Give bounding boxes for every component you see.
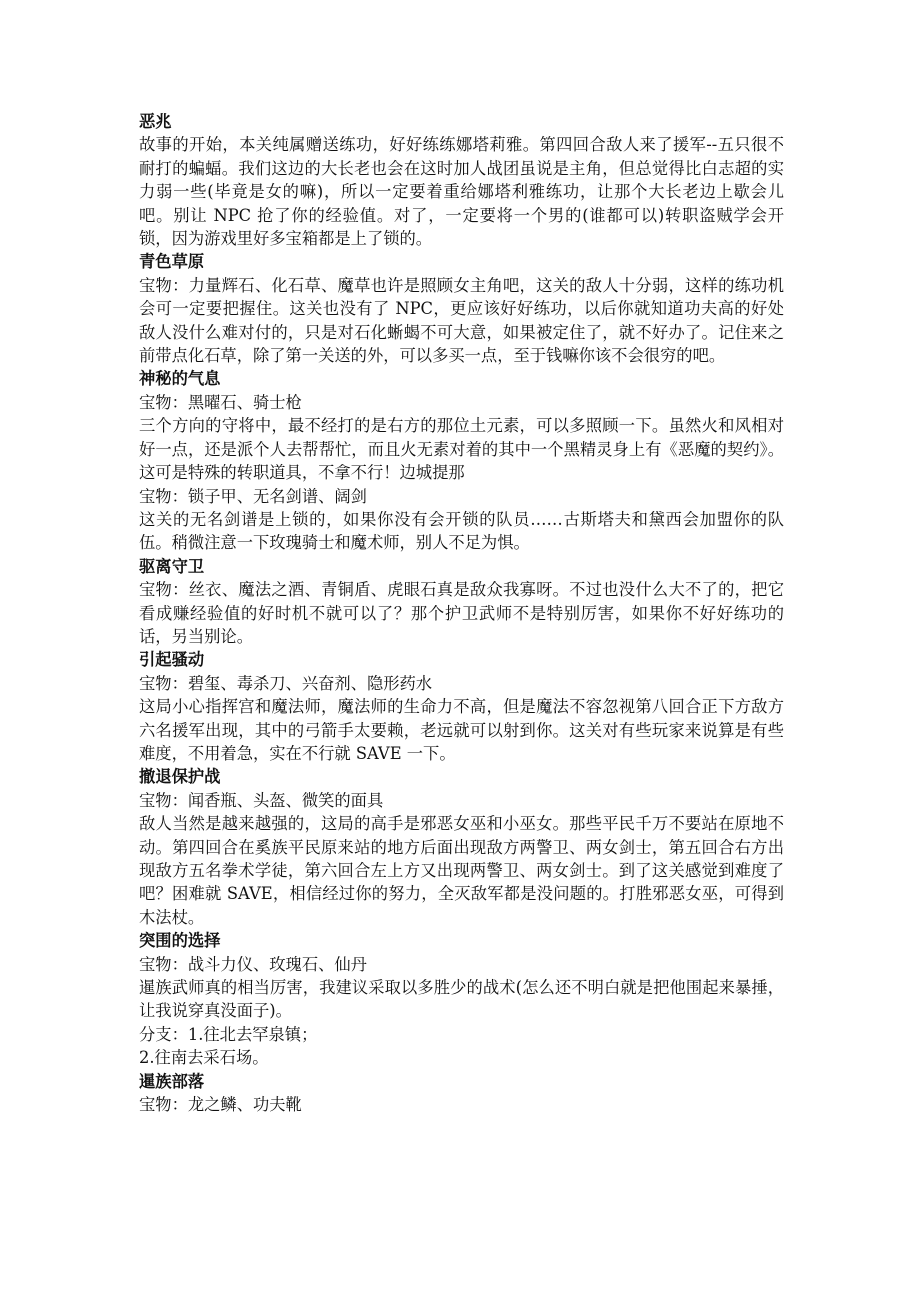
section-title: 恶兆 <box>139 112 172 131</box>
section-title: 暹族部落 <box>139 1071 205 1091</box>
section-paragraph: 暹族武师真的相当厉害，我建议采取以多胜少的战术(怎么还不明白就是把他围起来暴捶，让我说穿真没面子)。 <box>139 978 784 1021</box>
section-paragraph: 这局小心指挥宫和魔法师，魔法师的生命力不高，但是魔法不容忽视第八回合正下方敌方六名援军出现，其中的弓箭手太要赖，老远就可以射到你。这关对有些玩家来说算是有些难度，不用着急，实在不行就 SAVE 一下。 <box>139 697 784 763</box>
section-title: 神秘的气息 <box>139 369 221 389</box>
branch-line: 分支：1.往北去罕泉镇； <box>139 1024 318 1044</box>
branch-line: 2.往南去采石场。 <box>139 1048 269 1068</box>
treasure-line: 宝物：黑曜石、骑士枪 <box>139 392 302 412</box>
section-title: 撤退保护战 <box>139 767 221 787</box>
section-paragraph: 敌人当然是越来越强的，这局的高手是邪恶女巫和小巫女。那些平民千万不要站在原地不动。第四回合在奚族平民原来站的地方后面出现敌方两警卫、两女剑士，第五回合右方出现敌方五名拳术学徒，第六回合左上方又出现两警卫、两女剑士。到了这关感觉到难度了吧？困难就 SAVE，相信经过你的努力，全灭敌军都是没问题的。打胜邪恶女巫，可得到木法杖。 <box>139 814 784 927</box>
treasure-line: 宝物：锁子甲、无名剑谱、阔剑 <box>139 486 367 506</box>
section-title: 引起骚动 <box>139 650 205 670</box>
section-paragraph: 宝物：力量辉石、化石草、魔草也许是照顾女主角吧，这关的敌人十分弱，这样的练功机会可一定要把握住。这关也没有了 NPC，更应该好好练功，以后你就知道功夫高的好处敌人没什么难对付的，只是对石化蜥蝎不可大意，如果被定住了，就不好办了。记住来之前带点化石草，除了第一关送的外，可以多买一点，至于钱嘛你该不会很穷的吧。 <box>139 275 784 366</box>
treasure-line: 宝物：龙之鳞、功夫靴 <box>139 1095 302 1115</box>
section-paragraph: 故事的开始，本关纯属赠送练功，好好练练娜塔莉雅。第四回合敌人来了援军--五只很不耐打的蝙蝠。我们这边的大长老也会在这时加人战团虽说是主角，但总觉得比白志超的实力弱一些(毕竟是女的嘛)，所以一定要着重给娜塔利雅练功，让那个大长老边上歇会儿吧。别让 NPC 抢了你的经验值。对了，一定要将一个男的(谁都可以)转职盗贼学会开锁，因为游戏里好多宝箱都是上了锁的。 <box>139 135 784 249</box>
section-title: 青色草原 <box>139 252 205 272</box>
section-title: 驱离守卫 <box>139 556 205 576</box>
treasure-line: 宝物：碧玺、毒杀刀、兴奋剂、隐形药水 <box>139 673 433 693</box>
section-title: 突围的选择 <box>139 931 221 951</box>
section-paragraph: 这关的无名剑谱是上锁的，如果你没有会开锁的队员……古斯塔夫和黛西会加盟你的队伍。稍微注意一下玫瑰骑士和魔术师，别人不足为惧。 <box>139 509 784 553</box>
document-page <box>139 110 784 1116</box>
section-paragraph: 三个方向的守将中，最不经打的是右方的那位土元素，可以多照顾一下。虽然火和风相对好一点，还是派个人去帮帮忙，而且火无素对着的其中一个黑精灵身上有《恶魔的契约》。这可是特殊的转职道具，不拿不行！边城提那 <box>139 416 784 483</box>
treasure-line: 宝物：闻香瓶、头盔、微笑的面具 <box>139 790 384 810</box>
treasure-line: 宝物：战斗力仪、玫瑰石、仙丹 <box>139 954 367 974</box>
section-paragraph: 宝物：丝衣、魔法之酒、青铜盾、虎眼石真是敌众我寡呀。不过也没什么大不了的，把它看成赚经验值的好时机不就可以了？那个护卫武师不是特别厉害，如果你不好好练功的话，另当别论。 <box>139 580 784 646</box>
